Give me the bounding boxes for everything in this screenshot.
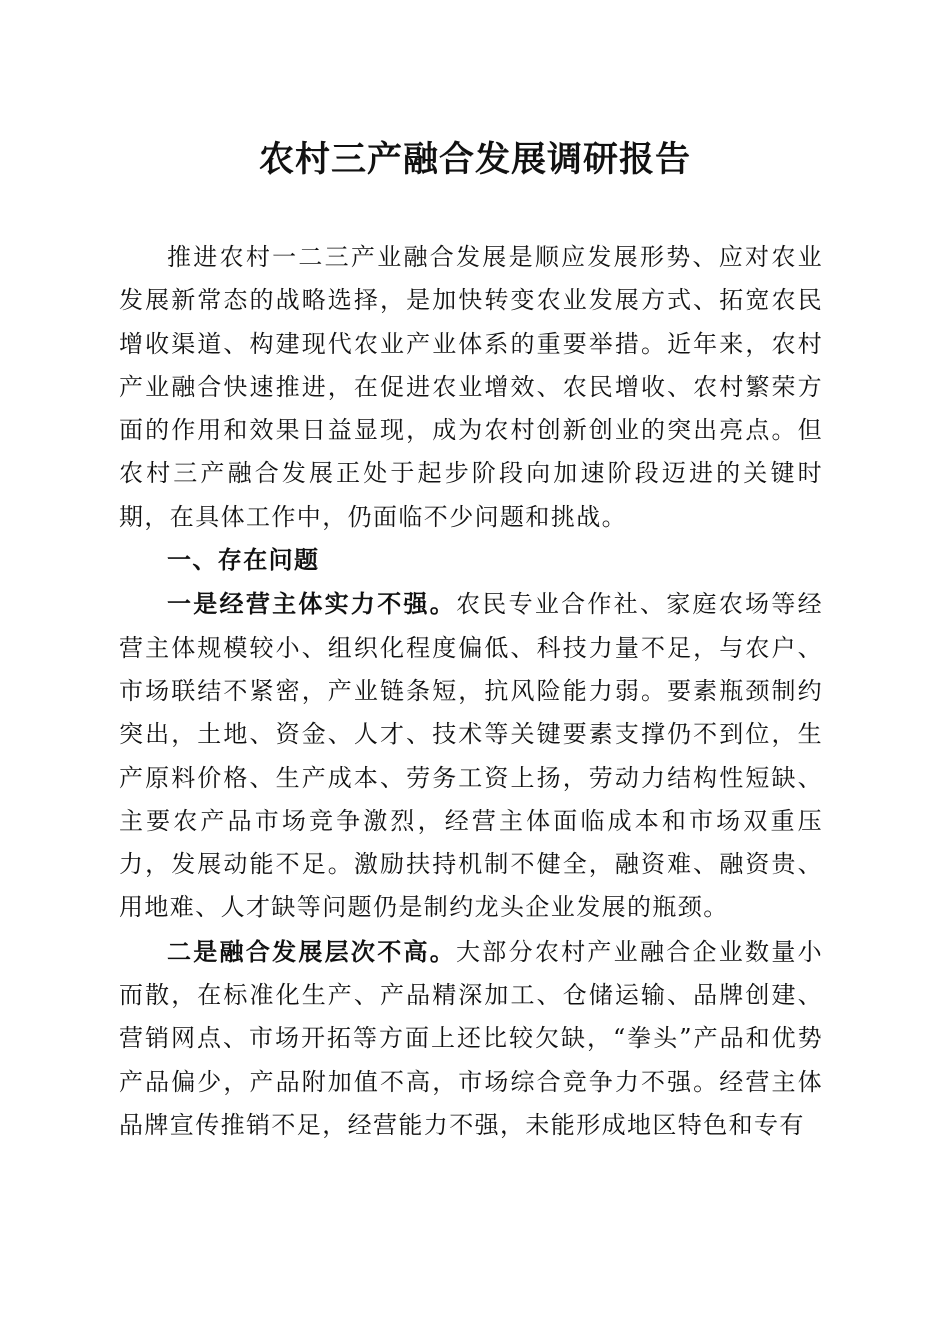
section-heading-problems: 一、存在问题 xyxy=(167,546,320,575)
point1-text: 农民专业合作社、家庭农场等经营主体规模较小、组织化程度偏低、科技力量不足，与农户、市场联结不紧密，产业链条短，抗风险能力弱。要素瓶颈制约突出，土地、资金、人才、技术等关键要素支撑仍不到位，生产原料价格、生产成本、劳务工资上扬，劳动力结构性短缺、主要农产品市场竞争激烈，经营主体面临成本和市场双重压力，发展动能不足。激励扶持机制不健全，融资难、融资贵、用地难、人才缺等问题仍是制约龙头企业发展的瓶颈。 xyxy=(119,590,823,922)
point2-lead: 二是融合发展层次不高。 xyxy=(167,936,457,966)
point2-text: 大部分农村产业融合企业数量小而散，在标准化生产、产品精深加工、仓储运输、品牌创建、营销网点、市场开拓等方面上还比较欠缺，“拳头”产品和优势产品偏少，产品附加值不高，市场综合竞争力不强。经营主体品牌宣传推销不足，经营能力不强，未能形成地区特色和专有 xyxy=(119,937,823,1139)
intro-paragraph: 推进农村一二三产业融合发展是顺应发展形势、应对农业发展新常态的战略选择，是加快转变农业发展方式、拓宽农民增收渠道、构建现代农业产业体系的重要举措。近年来，农村产业融合快速推进，在促进农业增效、农民增收、农村繁荣方面的作用和效果日益显现，成为农村创新创业的突出亮点。但农村三产融合发展正处于起步阶段向加速阶段迈进的关键时期，在具体工作中，仍面临不少问题和挑战。 xyxy=(119,243,823,531)
document-body xyxy=(119,236,823,1147)
point2-paragraph xyxy=(119,930,823,1147)
point1-lead: 一是经营主体实力不强。 xyxy=(167,589,457,619)
point1-paragraph xyxy=(119,582,823,929)
document-title: 农村三产融合发展调研报告 xyxy=(258,139,691,180)
